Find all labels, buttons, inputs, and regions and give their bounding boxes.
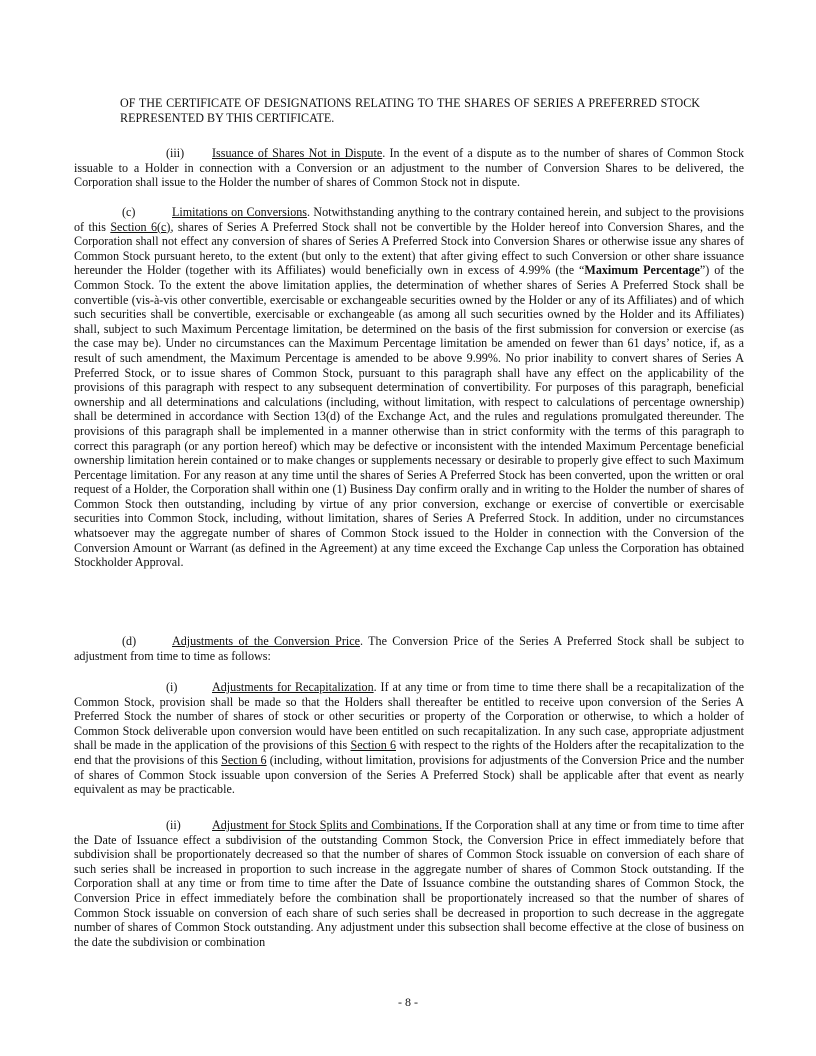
section-d-i-reference-1: Section 6 [350, 738, 397, 753]
section-d-i-paragraph [74, 680, 744, 797]
page-number: - 8 - [398, 995, 418, 1009]
maximum-percentage-term: Maximum Percentage [584, 263, 700, 278]
section-d-ii-paragraph [74, 818, 744, 949]
section-d-paragraph [74, 634, 744, 663]
section-c-body-3: ”) of the Common Stock. To the extent the above limitation applies, the determination of whether shares of Series A Preferred Stock shall be convertible (vis-à-vis other convertible, exercisable or exchangeable securities owned by the Holder or any of its Affiliates) and of which such securities shall be convertible, exercisable or exchangeable (as among all such securities owned by the Holder and its Affiliates) shall, subject to such Maximum Percentage limitation, be determined on the basis of the first submission for conversion or exercise (as the case may be). Under no circumstances can the Maximum Percentage limitation be amended on fewer than 61 days’ notice, if, as a result of such amendment, the Maximum Percentage is amended to be above 9.99%. No prior inability to convert shares of Series A Preferred Stock, or to issue shares of Common Stock, pursuant to this paragraph shall have any effect on the applicability of the provisions of this paragraph with respect to any subsequent determination of convertibility. For purposes of this paragraph, beneficial ownership and all determinations and calculations (including, without limitation, with respect to calculations of percentage ownership) shall be determined in accordance with Section 13(d) of the Exchange Act, and the rules and regulations promulgated thereunder. The provisions of this paragraph shall be implemented in a manner otherwise than in strict conformity with the terms of this paragraph to correct this paragraph (or any portion hereof) which may be defective or inconsistent with the intended Maximum Percentage beneficial ownership limitation herein contained or to make changes or supplements necessary or desirable to properly give effect to such Maximum Percentage limitation. For any reason at any time until the shares of Series A Preferred Stock has been converted, upon the written or oral request of a Holder, the Corporation shall within one (1) Business Day confirm orally and in writing to the Holder the number of shares of Common Stock then outstanding, including by virtue of any prior conversion, exchange or exercise of convertible or exercisable securities into Common Stock, including, without limitation, shares of Series A Preferred Stock. In addition, under no circumstances whatsoever may the aggregate number of shares of Common Stock issued to the Holder in connection with the Conversion of the Conversion Amount or Warrant (as defined in the Agreement) at any time exceed the Exchange Cap unless the Corporation has obtained Stockholder Approval. [74, 263, 744, 570]
section-d-i-number: (i) [166, 680, 178, 694]
section-iii-body: . In the event of a dispute as to the number of shares of Common Stock issuable to a Holder in connection with a Conversion or an adjustment to the number of Conversion Shares to be delivered, the Corporation shall issue to the Holder the number of shares of Common Stock not in dispute. [74, 146, 744, 190]
certificate-legend: OF THE CERTIFICATE OF DESIGNATIONS RELATING TO THE SHARES OF SERIES A PREFERRED STOCK REPRESENTED BY THIS CERTIFICATE. [120, 96, 700, 125]
section-d-i-body-2: with respect to the rights of the Holders after the recapitalization to the end that the provisions of this [74, 738, 744, 767]
section-c-heading: Limitations on Conversions [172, 205, 307, 219]
section-d-ii-heading: Adjustment for Stock Splits and Combinations. [212, 818, 443, 832]
section-c-paragraph [74, 205, 744, 570]
section-iii-paragraph [74, 146, 744, 190]
section-d-i-reference-2: Section 6 [221, 752, 267, 767]
section-d-body: . The Conversion Price of the Series A Preferred Stock shall be subject to adjustment from time to time as follows: [74, 634, 744, 663]
section-c-body-2: , shares of Series A Preferred Stock shall not be convertible by the Holder hereof into Conversion Shares, and the Corporation shall not effect any conversion of shares of Series A Preferred Stock into Conversion Shares or otherwise issue any shares of Common Stock pursuant hereto, to the extent (but only to the extent) that after giving effect to such Conversion or other share issuance hereunder the Holder (together with its Affiliates) would beneficially own in excess of 4.99% (the “ [74, 219, 744, 278]
section-d-ii-number: (ii) [166, 818, 181, 832]
section-d-i-heading: Adjustments for Recapitalization [212, 680, 374, 694]
section-d-number: (d) [122, 634, 137, 648]
section-d-i-body-1: . If at any time or from time to time there shall be a recapitalization of the Common Stock, provision shall be made so that the Holders shall thereafter be entitled to receive upon conversion of the Series A Preferred Stock the number of shares of stock or other securities or property of the Corporation or otherwise, to which a holder of Common Stock deliverable upon conversion would have been entitled on such recapitalization. In any such case, appropriate adjustment shall be made in the application of the provisions of this [74, 680, 744, 753]
section-iii-heading: Issuance of Shares Not in Dispute [212, 146, 383, 160]
section-d-heading: Adjustments of the Conversion Price [172, 634, 360, 648]
section-c-reference: Section 6(c) [110, 219, 171, 234]
section-c-body-1: . Notwithstanding anything to the contrary contained herein, and subject to the provisions of this [74, 205, 744, 234]
section-d-i-body-3: (including, without limitation, provisions for adjustments of the Conversion Price and the number of shares of Common Stock issuable upon conversion of the Series A Preferred Stock) shall be applicable after that event as nearly equivalent as may be practicable. [74, 752, 744, 797]
section-iii-number: (iii) [166, 146, 185, 160]
section-d-ii-body: If the Corporation shall at any time or from time to time after the Date of Issuance effect a subdivision of the outstanding Common Stock, the Conversion Price in effect immediately before that subdivision shall be proportionately decreased so that the number of shares of Common Stock issuable on conversion of each share of such series shall be increased in proportion to such increase in the aggregate number of shares of Common Stock outstanding. If the Corporation shall at any time or from time to time after the Date of Issuance combine the outstanding shares of Common Stock, the Conversion Price in effect immediately before the combination shall be proportionately increased so that the number of shares of Common Stock issuable on conversion of each share of such series shall be decreased in proportion to such decrease in the aggregate number of shares of Common Stock outstanding. Any adjustment under this subsection shall become effective at the close of business on the date the subdivision or combination [74, 818, 744, 949]
section-c-number: (c) [122, 205, 136, 219]
